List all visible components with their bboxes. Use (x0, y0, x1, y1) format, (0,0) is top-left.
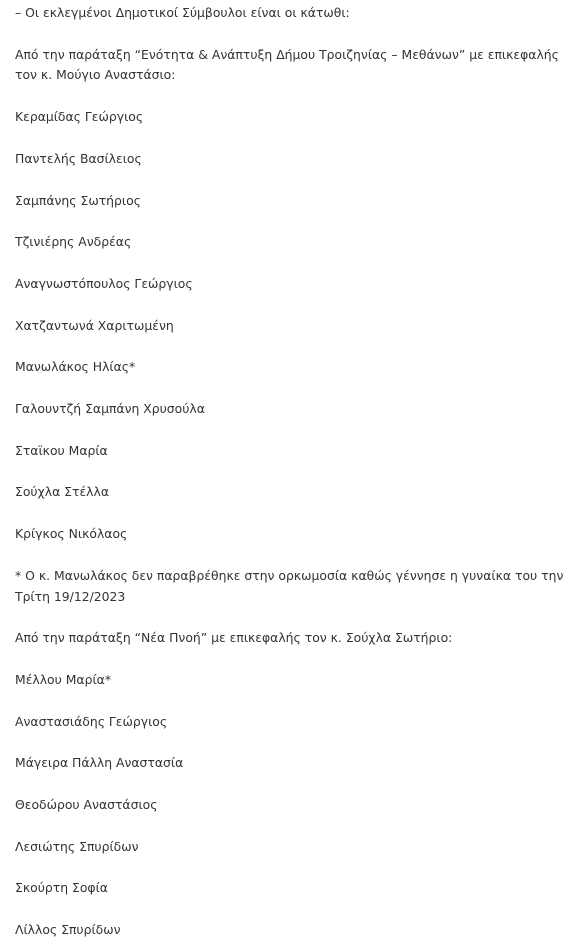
faction-2-member: Μέλλου Μαρία* (15, 671, 112, 687)
faction-1-member: Αναγνωστόπουλος Γεώργιος (15, 275, 193, 291)
faction-1-heading-line-2: τον κ. Μούγιο Αναστάσιο: (15, 67, 176, 83)
faction-2-heading: Από την παράταξη “Νέα Πνοή” με επικεφαλής τον κ. Σούχλα Σωτήριο: (15, 630, 453, 646)
faction-1-member: Παντελής Βασίλειος (15, 150, 142, 166)
intro-text (15, 3, 575, 24)
faction-1-member: Κρίγκος Νικόλαος (15, 526, 128, 542)
faction-1-heading (15, 45, 575, 87)
faction-1-member: Μανωλάκος Ηλίας* (15, 359, 136, 375)
faction-1-member: Σταϊκου Μαρία (15, 442, 108, 458)
faction-2-member: Λεσιώτης Σπυρίδων (15, 838, 139, 854)
faction-1-member: Σούχλα Στέλλα (15, 484, 109, 500)
footnote-line-2: Τρίτη 19/12/2023 (15, 588, 126, 604)
faction-2-member: Αναστασιάδης Γεώργιος (15, 713, 168, 729)
faction-1-member: Χατζαντωνά Χαριτωμένη (15, 317, 174, 333)
faction-2-member: Μάγειρα Πάλλη Αναστασία (15, 755, 184, 771)
faction-2-member: Λίλλος Σπυρίδων (15, 922, 121, 938)
faction-2-member: Σκούρτη Σοφία (15, 880, 108, 896)
intro-line: – Οι εκλεγμένοι Δημοτικοί Σύμβουλοι είναι οι κάτωθι: (15, 5, 350, 20)
faction-1-member: Κεραμίδας Γεώργιος (15, 109, 144, 125)
faction-1-member: Τζινιέρης Ανδρέας (15, 234, 132, 250)
faction-2-member: Θεοδώρου Αναστάσιος (15, 796, 158, 812)
faction-1-member: Σαμπάνης Σωτήριος (15, 192, 141, 208)
footnote-line-1: * Ο κ. Μανωλάκος δεν παραβρέθηκε στην ορκωμοσία καθώς γέννησε η γυναίκα του την (15, 567, 564, 583)
faction-1-member: Γαλουντζή Σαμπάνη Χρυσούλα (15, 400, 205, 416)
footnote (15, 566, 575, 608)
faction-1-heading-line-1: Από την παράταξη “Ενότητα & Ανάπτυξη Δήμου Τροιζηνίας – Μεθάνων” με επικεφαλής (15, 46, 559, 62)
